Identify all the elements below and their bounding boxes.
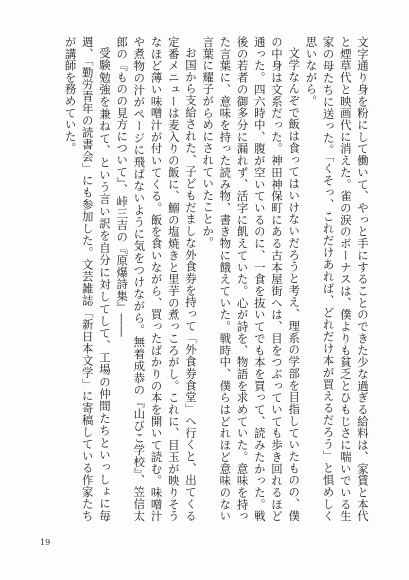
paragraph-3: お国から支給された、子どもだましな外食券を持って「外食券食堂」へ行くと、出てくる定番メニューは麦入りの飯に、鰯の塩焼きと里芋の煮っころがし。これに、目玉が映りそうなほど薄い味噌汁が付いてくる。飯を食いながら、買ったばかりの本を開いて読む。味噌汁や煮物の汁がページに飛ばないように気をつけながら。無着成恭の『山びこ学校』、笠信太郎の『ものの見方について』、峠三吉の『原爆詩集』―― xyxy=(115,36,198,522)
paragraph-1: 文字通り身を粉にして働いて、やっと手にすることのできた少な過ぎる給料は、家賃と本代と煙草代と映画代に消えた。雀の涙のボーナスは、僕よりも貧乏とひもじさに喘いでいる生家の母たちに送った。「くそっ、これだけあれば、どれだけ本が買えるだろう」と惧めしく思いながら。 xyxy=(304,36,370,522)
page-number: 19 xyxy=(40,538,51,547)
paragraph-2: 文学なんぞで飯は食ってはいけないだろうと考え、理系の学部を目指していたものの、僕の中身は文系だった。神田神保町にある古本屋街へは、目をつぶっていても歩き回れるほど通った。四六時中、腹が空いているのに、一食を抜いてでも本を買って、読みたかった。戦後の若者の御多分に漏れず、活字に飢えていた。心が詩を、物語を求めていた。意味を持った言葉に、意味を持った読み物、書き物に餓えていた。戦時中、僕らはどれほど意味のない言葉に耀子がらめにされていたことか。 xyxy=(201,36,302,522)
paragraph-4: 受験勉強を兼ねて、という言い訳を自分に対してして、工場の仲間たちといっしょに毎週、「勤労青年の読書会」にも参加した。文芸雑誌「新日本文学」に寄稿している作家たちが講師を務めていた。 xyxy=(63,36,112,522)
vertical-text-block xyxy=(33,36,371,522)
